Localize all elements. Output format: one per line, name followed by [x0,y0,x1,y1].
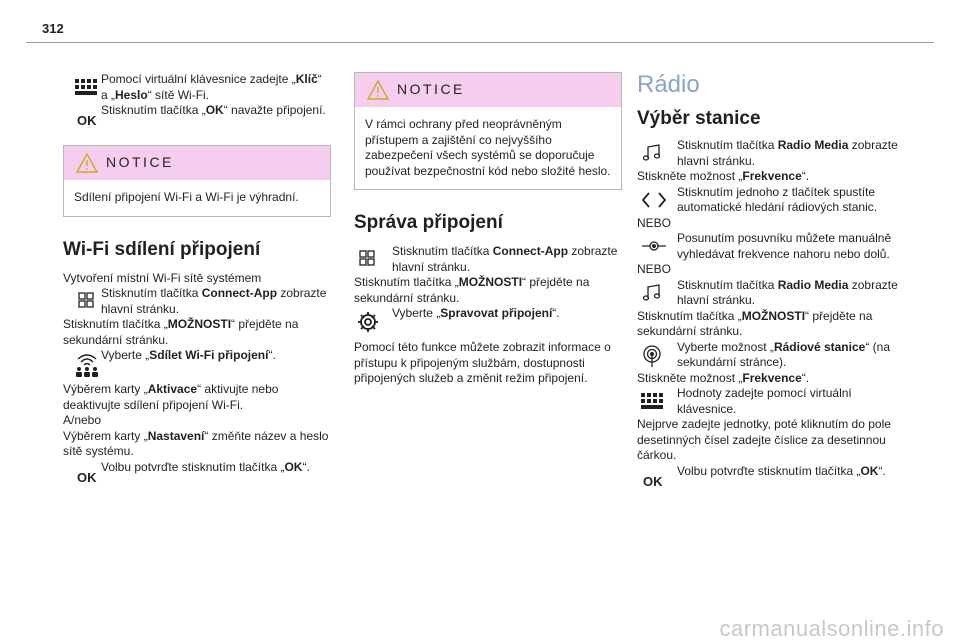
notice-title: NOTICE [397,81,465,97]
options-text [637,309,909,340]
options-bold: MOŽNOSTI [167,317,232,331]
activate-text [63,382,331,413]
notice-box [354,72,622,190]
notice-text: V rámci ochrany před neoprávněným přístupem a zajištění co nejvyššího zabezpečení všech systémů se doporučuje používat bezpečnostní kód nebo složité heslo. [365,117,611,178]
header-rule [26,42,934,43]
gear-icon [356,310,378,332]
stations-a: Vyberte možnost „ [677,339,774,354]
share-bold: Sdílet Wi-Fi připojení [149,348,269,362]
ok-text-a: Stisknutím tlačítka „ [101,103,206,117]
keyboard-pass: Heslo [115,87,148,102]
seek-arrows-icon [641,189,663,211]
keyboard-key: Klíč [295,72,318,86]
manage-b: “. [552,306,560,320]
column-middle [354,72,622,387]
stations-step [637,340,909,371]
options-bold: MOŽNOSTI [741,308,806,323]
settings-a: Výběrem karty „ [63,428,148,443]
freq2-a: Stiskněte možnost „ [637,370,743,385]
notice-title: NOTICE [106,154,174,170]
options-b: “ přejděte na sekundární stránku. [637,308,873,338]
keyboard-text-c: “ sítě Wi-Fi. [147,87,210,102]
confirm-a: Volbu potvrďte stisknutím tlačítka „ [101,459,285,474]
connect-text-a: Stisknutím tlačítka [101,286,202,300]
confirm-step [63,460,331,490]
or-text: A/nebo [63,413,102,427]
or-text-1: NEBO [637,215,672,230]
warning-icon [367,80,389,100]
slider-step [637,231,909,262]
warning-icon [76,153,98,173]
wifi-share-icon [75,352,97,374]
apps-grid-icon [356,248,378,270]
freq2-b: “. [801,370,810,385]
confirm-b: “. [878,463,886,478]
activate-bold: Aktivace [147,382,198,396]
ok-icon: OK [643,473,663,489]
freq1-text [637,169,909,185]
stations-bold: Rádiové stanice [773,339,866,354]
slider-text: Posunutím posuvníku můžete manuálně vyhledávat frekvence nahoru nebo dolů. [677,231,892,261]
options-a: Stisknutím tlačítka „ [354,275,459,289]
radio2-b: zobrazte hlavní stránku. [677,277,898,307]
share-step [63,348,331,378]
options-bold: MOŽNOSTI [458,275,523,289]
radio-media-step-2 [637,278,909,309]
music-note-icon [641,282,663,304]
intro-text: Vytvoření místní Wi-Fi sítě systémem [63,270,262,285]
radio-media-step [637,138,909,169]
notice-text: Sdílení připojení Wi-Fi a Wi-Fi je výhradní. [74,190,299,204]
keyboard-icon [75,76,97,98]
options-b: “ přejděte na sekundární stránku. [354,275,590,305]
watermark: carmanualsonline.info [719,615,944,641]
seek-step [637,185,909,216]
ok-step [63,103,331,133]
values-step [637,386,909,417]
options-b: “ přejděte na sekundární stránku. [63,317,299,347]
radio1-bold: Radio Media [777,138,849,152]
column-right [637,72,909,494]
info-text: Pomocí této funkce můžete zobrazit informace o přístupu k připojeným službám, dostupnosti připojených služeb a změnit režim připojení. [354,340,611,385]
connect-text-b: zobrazte hlavní stránku. [101,286,327,316]
manage-a: Vyberte „ [392,306,441,320]
keyboard-icon [641,390,663,412]
radio2-bold: Radio Media [777,277,849,292]
connect-text-a: Stisknutím tlačítka [392,244,493,258]
connect-bold: Connect-App [201,286,278,300]
slider-icon [641,235,663,257]
manage-step [354,306,622,336]
radio-title: Rádio [637,71,700,98]
notice-header [64,146,330,180]
connect-step [354,244,622,275]
radio-station-icon [641,344,663,366]
freq2-text [637,371,909,387]
units-text: Nejprve zadejte jednotky, poté kliknutím do pole desetinných čísel zadejte číslice za desetinnou čárkou. [637,417,891,462]
options-a: Stisknutím tlačítka „ [63,317,168,331]
confirm-bold: OK [284,459,303,474]
keyboard-text-b: “ a „ [101,72,322,102]
notice-header [355,73,621,107]
ok-icon: OK [77,469,97,485]
options-text [354,275,622,306]
radio1-b: zobrazte hlavní stránku. [677,138,898,168]
activate-b: “ aktivujte nebo deaktivujte sdílení připojení Wi-Fi. [63,382,279,412]
activate-a: Výběrem karty „ [63,382,148,396]
music-note-icon [641,142,663,164]
confirm-b: “. [302,459,310,474]
apps-grid-icon [75,290,97,312]
seek-text: Stisknutím jednoho z tlačítek spustíte automatické hledání rádiových stanic. [677,184,878,214]
section-title: Správa připojení [354,212,503,233]
settings-b: “ změňte název a heslo sítě systému. [63,428,329,458]
settings-text [63,429,331,460]
column-left [63,72,331,490]
page-number: 312 [42,21,64,36]
keyboard-text-a: Pomocí virtuální klávesnice zadejte „ [101,72,296,86]
freq2-bold: Frekvence [742,370,802,385]
options-a: Stisknutím tlačítka „ [637,308,742,323]
ok-icon: OK [77,113,97,128]
freq1-a: Stiskněte možnost „ [637,169,743,183]
confirm-bold: OK [860,463,879,478]
radio2-a: Stisknutím tlačítka [677,277,778,292]
connect-bold: Connect-App [492,244,569,258]
freq1-bold: Frekvence [742,169,802,183]
values-text: Hodnoty zadejte pomocí virtuální klávesnice. [677,386,852,416]
settings-bold: Nastavení [147,428,205,443]
connect-step [63,286,331,317]
manage-bold: Spravovat připojení [440,306,553,320]
confirm-a: Volbu potvrďte stisknutím tlačítka „ [677,463,861,478]
station-subtitle: Výběr stanice [637,108,761,129]
ok-text-b: “ navažte připojení. [223,103,326,117]
ok-bold: OK [205,103,224,117]
radio1-a: Stisknutím tlačítka [677,138,778,152]
section-title: Wi-Fi sdílení připojení [63,238,261,260]
or-text-2: NEBO [637,262,672,276]
share-b: “. [268,348,276,362]
notice-box [63,145,331,217]
keyboard-step [63,72,331,103]
stations-b: “ (na sekundární stránce). [677,339,890,369]
share-a: Vyberte „ [101,348,150,362]
freq1-b: “. [801,169,810,183]
connect-text-b: zobrazte hlavní stránku. [392,244,618,274]
confirm-step [637,464,909,494]
options-text [63,317,331,348]
